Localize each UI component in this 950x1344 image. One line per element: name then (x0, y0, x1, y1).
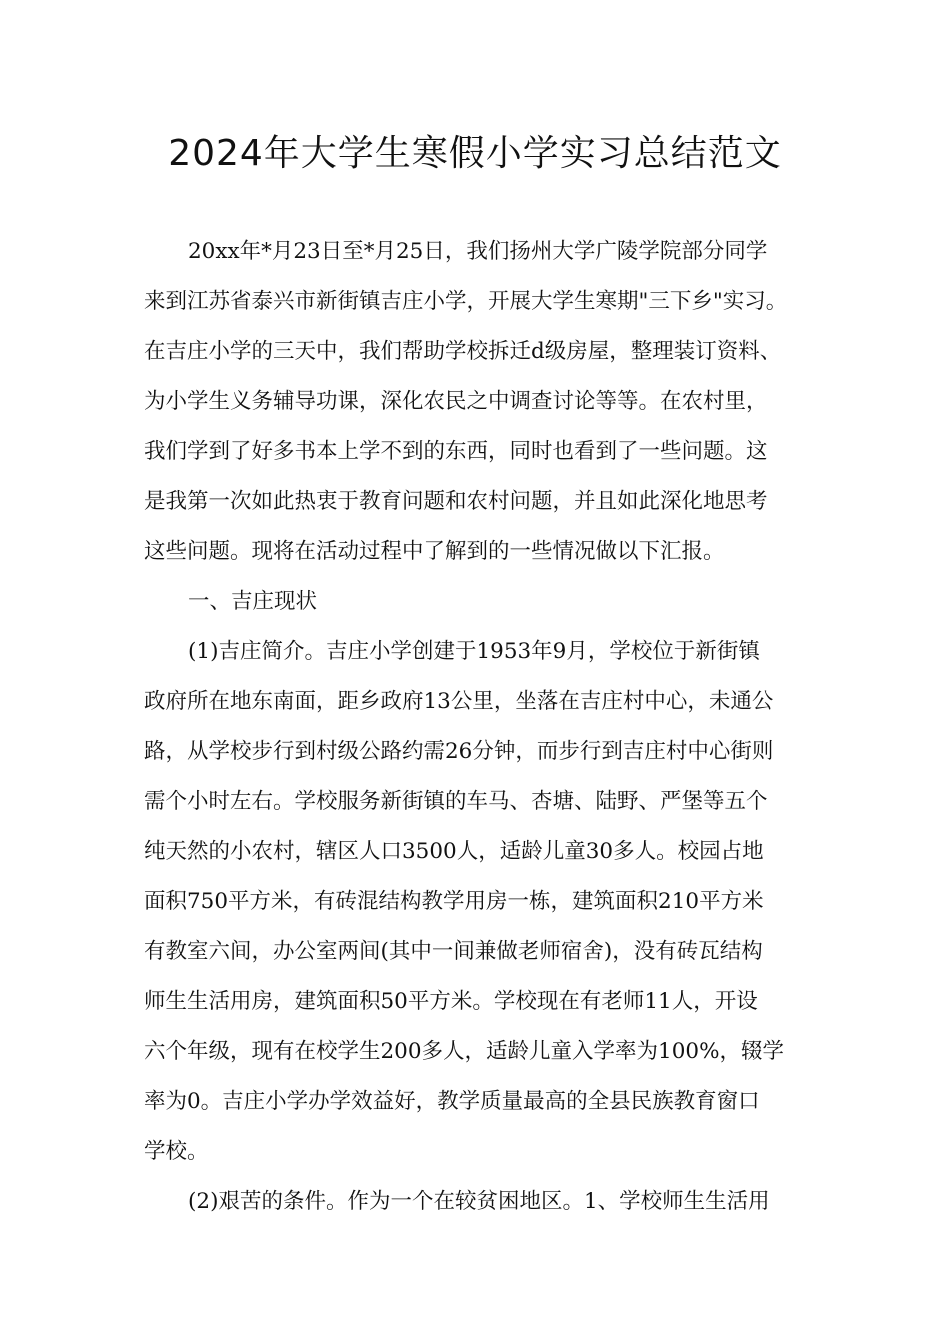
paragraph-3-line-9: 六个年级，现有在校学生200多人，适龄儿童入学率为100%，辍学 (144, 1039, 785, 1064)
document-body (144, 227, 816, 1227)
paragraph-4-line-1: (2)艰苦的条件。作为一个在较贫困地区。1、学校师生生活用 (188, 1189, 770, 1214)
paragraph-1-line-4: 为小学生义务辅导功课，深化农民之中调查讨论等等。在农村里， (144, 389, 768, 414)
paragraph-1-line-3: 在吉庄小学的三天中，我们帮助学校拆迁d级房屋，整理装订资料、 (144, 339, 782, 364)
paragraph-3-line-10: 率为0。吉庄小学办学效益好，教学质量最高的全县民族教育窗口 (144, 1089, 760, 1114)
paragraph-1-line-7: 这些问题。现将在活动过程中了解到的一些情况做以下汇报。 (144, 539, 725, 564)
paragraph-3-line-2: 政府所在地东南面，距乡政府13公里，坐落在吉庄村中心，未通公 (144, 689, 774, 714)
paragraph-1-line-1: 20xx年*月23日至*月25日，我们扬州大学广陵学院部分同学 (188, 239, 768, 264)
paragraph-3-line-1: (1)吉庄简介。吉庄小学创建于1953年9月，学校位于新街镇 (188, 639, 760, 664)
paragraph-3-line-8: 师生生活用房，建筑面积50平方米。学校现在有老师11人，开设 (144, 989, 758, 1014)
section-heading-1: 一、吉庄现状 (188, 589, 318, 614)
paragraph-3-line-6: 面积750平方米，有砖混结构教学用房一栋，建筑面积210平方米 (144, 889, 764, 914)
paragraph-3-line-3: 路，从学校步行到村级公路约需26分钟，而步行到吉庄村中心街则 (144, 739, 774, 764)
paragraph-3-line-5: 纯天然的小农村，辖区人口3500人，适龄儿童30多人。校园占地 (144, 839, 764, 864)
document-title: 2024年大学生寒假小学实习总结范文 (168, 133, 782, 174)
paragraph-1-line-6: 是我第一次如此热衷于教育问题和农村问题，并且如此深化地思考 (144, 489, 768, 514)
paragraph-3-line-7: 有教室六间，办公室两间(其中一间兼做老师宿舍)，没有砖瓦结构 (144, 939, 763, 964)
paragraph-1-line-2: 来到江苏省泰兴市新街镇吉庄小学，开展大学生寒期"三下乡"实习。 (144, 289, 788, 314)
paragraph-3-line-4: 需个小时左右。学校服务新街镇的车马、杏塘、陆野、严堡等五个 (144, 789, 768, 814)
paragraph-3-line-11: 学校。 (144, 1139, 209, 1164)
paragraph-1-line-5: 我们学到了好多书本上学不到的东西，同时也看到了一些问题。这 (144, 439, 768, 464)
